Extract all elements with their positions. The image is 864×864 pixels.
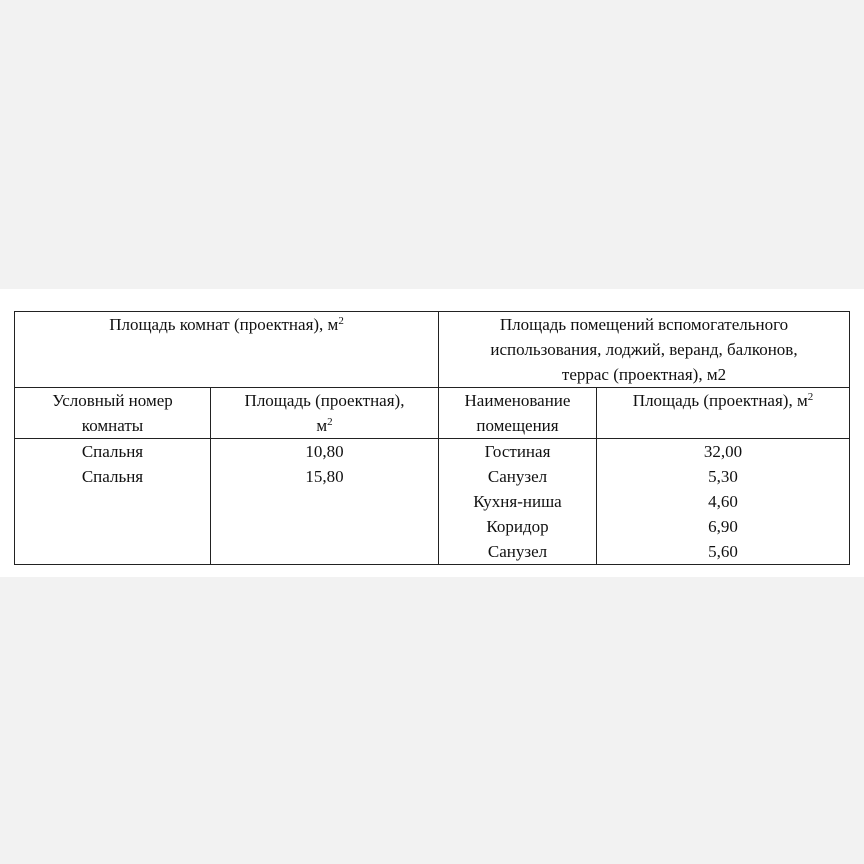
- aux-room-name: Санузел: [487, 542, 548, 561]
- aux-names-cell: [439, 439, 597, 565]
- aux-areas-cell: [597, 439, 850, 565]
- aux-room-name: Гостиная: [484, 442, 551, 461]
- aux-room-name: Санузел: [487, 467, 548, 486]
- room-name: Спальня: [81, 467, 144, 486]
- rooms-group-header: Площадь комнат (проектная), $м^2$: [15, 312, 439, 388]
- group-header-row: [15, 312, 850, 388]
- document-page: [0, 289, 864, 577]
- aux-room-area: 5,60: [708, 542, 738, 561]
- area-table: [14, 311, 850, 565]
- room-name: Спальня: [81, 442, 144, 461]
- room-area: 15,80: [305, 467, 344, 486]
- room-area: 10,80: [305, 442, 344, 461]
- column-header-row: [15, 388, 850, 439]
- table-body-row: [15, 439, 850, 565]
- aux-room-name: Кухня-ниша: [473, 492, 562, 511]
- aux-room-area: 32,00: [703, 442, 743, 461]
- room-names-cell: [15, 439, 211, 565]
- aux-name-header: Наименование помещения: [439, 388, 597, 439]
- aux-room-area: 6,90: [708, 517, 738, 536]
- auxiliary-group-header: Площадь помещений вспомогательного использования, лоджий, веранд, балконов, террас (проектная), м2: [439, 312, 850, 388]
- room-area-header: Площадь (проектная), $м^2$: [211, 388, 439, 439]
- room-number-header: Условный номер комнаты: [15, 388, 211, 439]
- aux-room-area: 5,30: [708, 467, 738, 486]
- room-areas-cell: [211, 439, 439, 565]
- aux-room-name: Коридор: [486, 517, 549, 536]
- aux-area-header: Площадь (проектная), $м^2$: [597, 388, 850, 439]
- aux-room-area: 4,60: [708, 492, 738, 511]
